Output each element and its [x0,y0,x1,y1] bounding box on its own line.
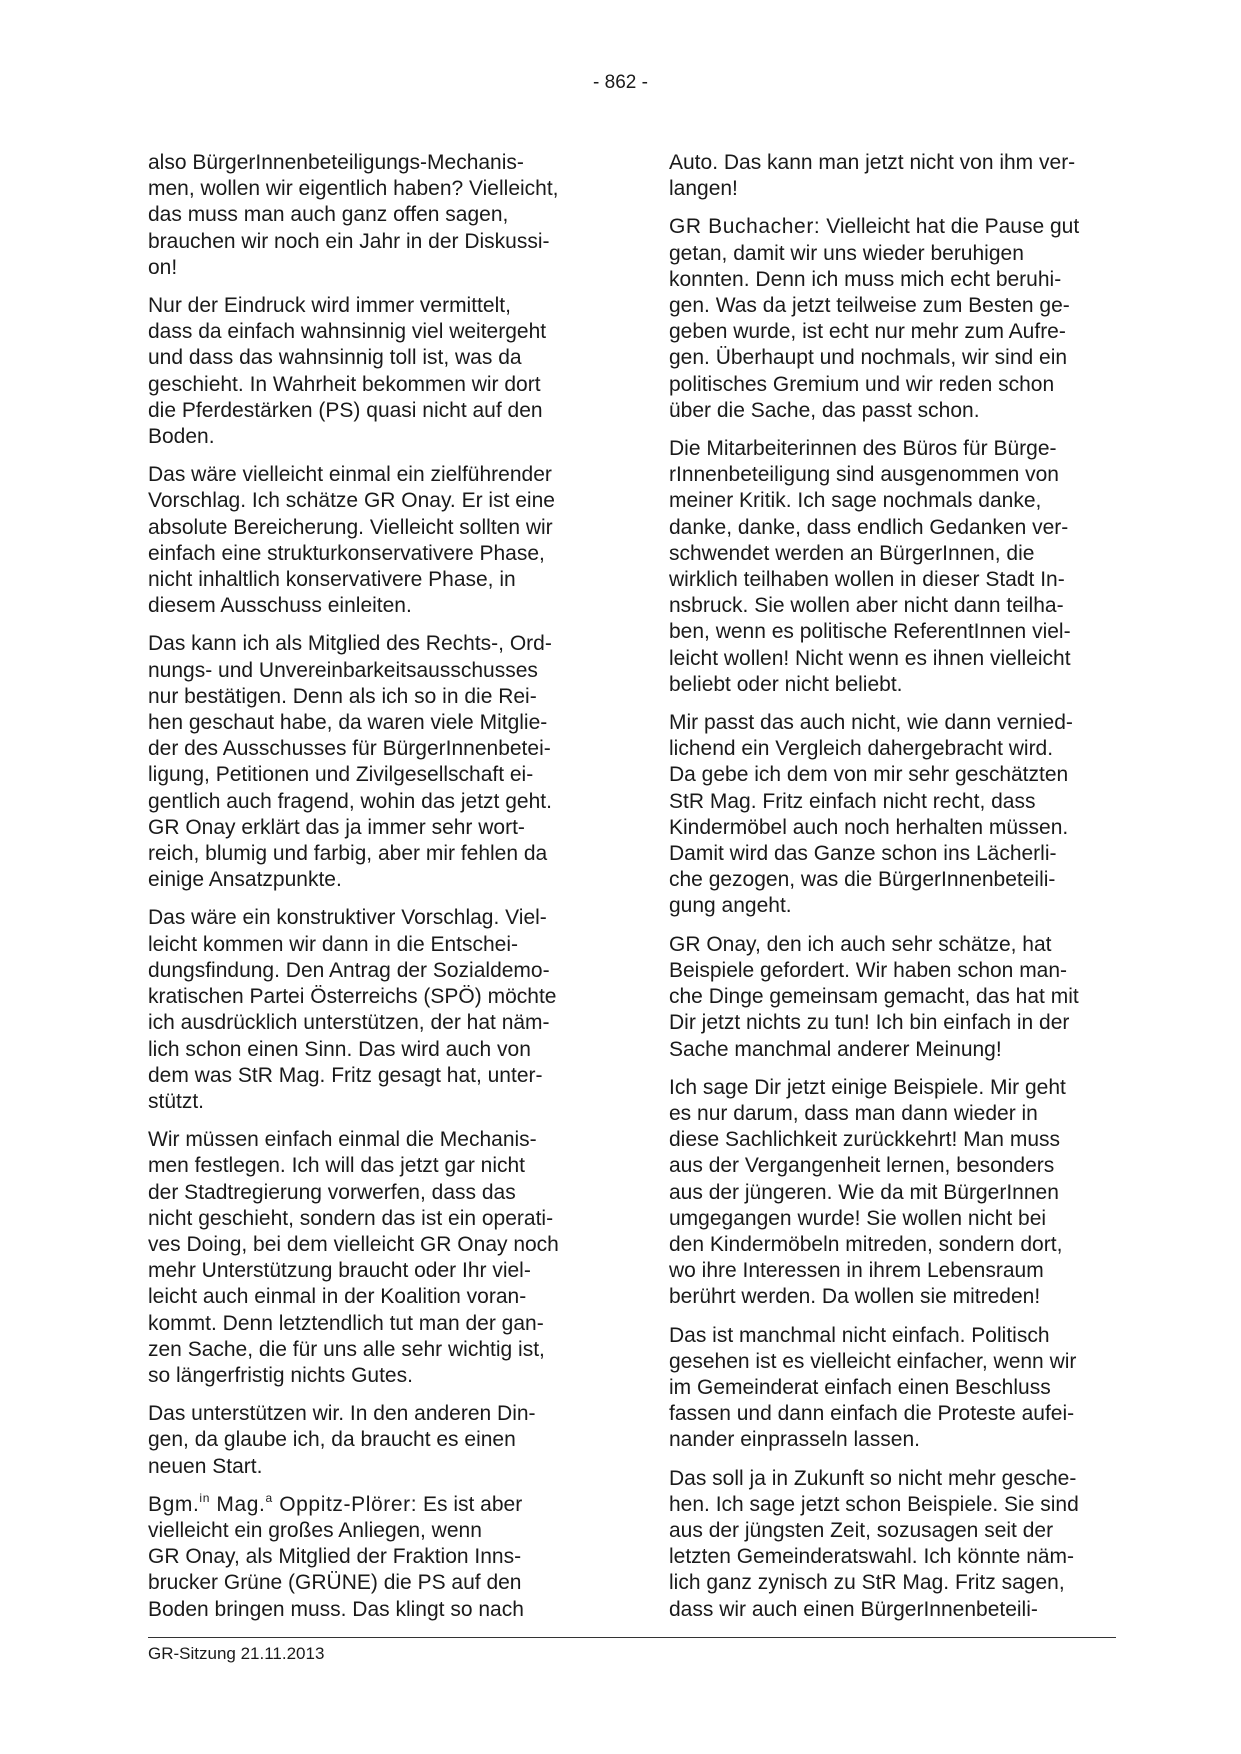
paragraph: Das ist manchmal nicht einfach. Politisch gesehen ist es vielleicht einfacher, wenn wir im Gemeinderat einfach einen Beschluss fassen und dann einfach die Proteste aufei- nander einprasseln lassen. [669,1323,1077,1452]
speech-text: Es ist aber vielleicht ein großes Anliegen, wenn GR Onay, als Mitglied der Fraktion Inns- brucker Grüne (GRÜNE) die PS auf den Boden bringen muss. Das klingt so nach [148,1492,524,1621]
superscript: a [265,1490,273,1505]
paragraph: Das wäre vielleicht einmal ein zielführender Vorschlag. Ich schätze GR Onay. Er ist eine absolute Bereicherung. Vielleicht sollten wir einfach eine strukturkonservativere Phase, nicht inhaltlich konservativere Phase, in diesem Ausschuss einleiten. [148,463,555,618]
paragraph: Auto. Das kann man jetzt nicht von ihm ver- langen! [669,151,1076,201]
paragraph: Ich sage Dir jetzt einige Beispiele. Mir geht es nur darum, dass man dann wieder in diese Sachlichkeit zurückkehrt! Man muss aus der Vergangenheit lernen, besonders aus der jüngeren. Wie da mit BürgerInnen umgegangen wurde! Sie wollen nicht bei den Kindermöbeln mitreden, sondern dort, wo ihre Interessen in ihrem Lebensraum berührt werden. Da wollen sie mitreden! [669,1075,1066,1309]
page-number: - 862 - [593,72,648,93]
right-column [669,150,1115,1635]
speaker-paragraph [148,1492,594,1623]
paragraph: Wir müssen einfach einmal die Mechanis- men festlegen. Ich will das jetzt gar nicht der Stadtregierung vorwerfen, dass das nicht geschieht, sondern das ist ein operati- ves Doing, bei dem vielleicht GR Onay noch mehr Unterstützung braucht oder Ihr viel- leicht auch einmal in der Koalition voran- kommt. Denn letztendlich tut man der gan- zen Sache, die für uns alle sehr wichtig ist, so längerfristig nichts Gutes. [148,1128,559,1387]
speaker-name: Bgm.$^{in}$ Mag.$^a$ Oppitz-Plörer: [148,1490,418,1516]
paragraph: Mir passt das auch nicht, wie dann vernied- lichend ein Vergleich dahergebracht wird. Da gebe ich dem von mir sehr geschätzten StR Mag. Fritz einfach nicht recht, dass Kindermöbel auch noch herhalten müssen. Damit wird das Ganze schon ins Lächerli- che gezogen, was die BürgerInnenbeteili- gung angeht. [669,711,1073,918]
paragraph: Nur der Eindruck wird immer vermittelt, dass da einfach wahnsinnig viel weitergeht und dass das wahnsinnig toll ist, was da geschieht. In Wahrheit bekommen wir dort die Pferdestärken (PS) quasi nicht auf den Boden. [148,294,547,449]
speaker-name: GR Buchacher: [669,215,821,239]
paragraph: Das kann ich als Mitglied des Rechts-, Ord- nungs- und Unvereinbarkeitsausschusses nur bestätigen. Denn als ich so in die Rei- hen geschaut habe, da waren viele Mitglie- der des Ausschusses für BürgerInnenbetei- ligung, Petitionen und Zivilgesellschaft ei- gentlich auch fragend, wohin das jetzt geht. GR Onay erklärt das ja immer sehr wort- reich, blumig und farbig, aber mir fehlen da einige Ansatzpunkte. [148,632,552,892]
paragraph: Das unterstützen wir. In den anderen Din- gen, da glaube ich, da braucht es einen neuen Start. [148,1402,536,1478]
paragraph: Die Mitarbeiterinnen des Büros für Bürge- rInnenbeteiligung sind ausgenommen von meiner Kritik. Ich sage nochmals danke, danke, danke, dass endlich Gedanken ver- schwendet werden an BürgerInnen, die wirklich teilhaben wollen in dieser Stadt In- nsbruck. Sie wollen aber nicht dann teilha- ben, wenn es politische ReferentInnen viel- leicht wollen! Nicht wenn es ihnen vielleicht beliebt oder nicht beliebt. [669,437,1071,696]
paragraph: Das wäre ein konstruktiver Vorschlag. Viel- leicht kommen wir dann in die Entschei- dungsfindung. Den Antrag der Sozialdemo- kratischen Partei Österreichs (SPÖ) möchte ich ausdrücklich unterstützen, der hat näm- lich schon einen Sinn. Das wird auch von dem was StR Mag. Fritz gesagt hat, unter- stützt. [148,906,557,1113]
paragraph: Das soll ja in Zukunft so nicht mehr gesche- hen. Ich sage jetzt schon Beispiele. Sie sind aus der jüngsten Zeit, sozusagen seit der letzten Gemeinderatswahl. Ich könnte näm- lich ganz zynisch zu StR Mag. Fritz sagen, dass wir auch einen BürgerInnenbeteili- [669,1466,1079,1621]
superscript: in [199,1490,210,1505]
left-column [148,150,594,1635]
paragraph: also BürgerInnenbeteiligungs-Mechanis- men, wollen wir eigentlich haben? Vielleicht, das muss man auch ganz offen sagen, brauchen wir noch ein Jahr in der Diskussi- on! [148,151,559,279]
paragraph: GR Onay, den ich auch sehr schätze, hat Beispiele gefordert. Wir haben schon man- che Dinge gemeinsam gemacht, das hat mit Dir jetzt nichts zu tun! Ich bin einfach in der Sache manchmal anderer Meinung! [669,932,1079,1061]
footer-divider [148,1637,1116,1638]
speech-text: Vielleicht hat die Pause gut getan, damit wir uns wieder beruhigen konnten. Denn ich muss mich echt beruhi- gen. Was da jetzt teilweise zum Besten ge- geben wurde, ist echt nur mehr zum Aufre- gen. Überhaupt und nochmals, wir sind ein politisches Gremium und wir reden schon über die Sache, das passt schon. [669,215,1080,422]
footer-session-date: GR-Sitzung 21.11.2013 [148,1644,325,1663]
speaker-paragraph [669,214,1115,424]
